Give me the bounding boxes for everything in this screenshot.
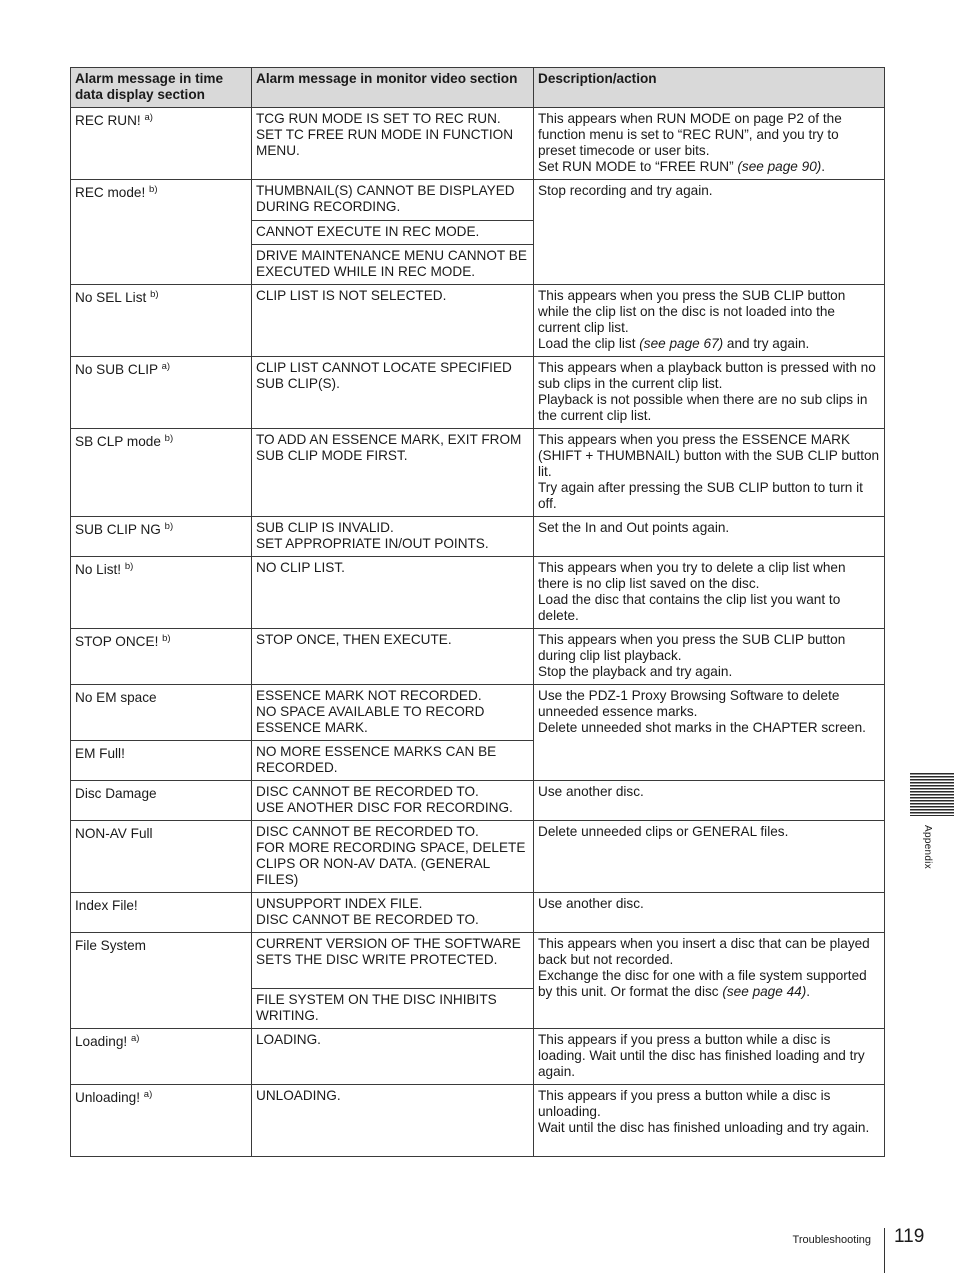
alarm-time-data-cell (71, 517, 252, 557)
table-row (71, 285, 885, 357)
monitor-message-cell: NO MORE ESSENCE MARKS CAN BE RECORDED. (252, 741, 534, 781)
table-row (71, 557, 885, 629)
table-row (71, 893, 885, 933)
alarm-time-data-cell (71, 1029, 252, 1085)
alarm-message: NON-AV Full (75, 826, 153, 841)
description-text: This appears when you try to delete a clip list when there is no clip list saved on the disc. Load the disc that contains the clip list you want to delete. (538, 560, 846, 623)
footnote-marker: a) (130, 1033, 140, 1044)
description-cell (534, 557, 885, 629)
alarm-time-data-cell (71, 180, 252, 285)
description-text: . (806, 984, 811, 999)
monitor-message-cell: THUMBNAIL(S) CANNOT BE DISPLAYED DURING RECORDING. (252, 180, 534, 221)
alarm-time-data-cell (71, 893, 252, 933)
monitor-message-cell: NO CLIP LIST. (252, 557, 534, 629)
alarm-message: No EM space (75, 690, 157, 705)
description-text: This appears when RUN MODE on page P2 of the function menu is set to “REC RUN”, and you try to preset timecode or user bits. Set RUN MODE to “FREE RUN” (538, 111, 842, 174)
monitor-message-cell: CANNOT EXECUTE IN REC MODE. (252, 221, 534, 245)
alarm-message-table (70, 67, 885, 1157)
description-cell (534, 821, 885, 893)
footnote-marker: b) (164, 433, 174, 444)
alarm-message: Unloading! (75, 1090, 140, 1105)
table-row (71, 180, 885, 221)
table-header-row (71, 68, 885, 108)
description-cell (534, 629, 885, 685)
description-text: Use another disc. (538, 896, 644, 911)
alarm-message: Disc Damage (75, 786, 157, 801)
description-text: Stop recording and try again. (538, 183, 713, 198)
monitor-message-cell: TO ADD AN ESSENCE MARK, EXIT FROM SUB CLIP MODE FIRST. (252, 429, 534, 517)
monitor-message-cell: DISC CANNOT BE RECORDED TO. USE ANOTHER DISC FOR RECORDING. (252, 781, 534, 821)
description-text: This appears when you press the SUB CLIP button during clip list playback. Stop the playback and try again. (538, 632, 846, 679)
alarm-message: REC mode! (75, 185, 146, 200)
alarm-message: SB CLP mode (75, 434, 161, 449)
page-reference: (see page 90) (737, 159, 822, 174)
alarm-message: SUB CLIP NG (75, 522, 161, 537)
footer-section-name: Troubleshooting (792, 1234, 871, 1246)
description-cell (534, 517, 885, 557)
monitor-message-cell: UNLOADING. (252, 1085, 534, 1157)
alarm-time-data-cell (71, 557, 252, 629)
alarm-time-data-cell (71, 357, 252, 429)
description-text: . (821, 159, 826, 174)
alarm-message: File System (75, 938, 147, 953)
description-text: Set the In and Out points again. (538, 520, 730, 535)
description-text: This appears when you press the SUB CLIP button while the clip list on the disc is not loaded into the current clip list. Load the clip list (538, 288, 846, 351)
table-row (71, 821, 885, 893)
description-cell (534, 781, 885, 821)
alarm-time-data-cell (71, 108, 252, 180)
monitor-message-cell: CURRENT VERSION OF THE SOFTWARE SETS THE DISC WRITE PROTECTED. (252, 933, 534, 989)
column-header-description: Description/action (534, 68, 885, 108)
description-text: This appears when a playback button is pressed with no sub clips in the current clip list. Playback is not possible when there are no sub clips in the current clip list. (538, 360, 876, 423)
alarm-time-data-cell (71, 429, 252, 517)
alarm-message: No SUB CLIP (75, 362, 158, 377)
description-cell (534, 357, 885, 429)
description-cell (534, 285, 885, 357)
description-text: Delete unneeded clips or GENERAL files. (538, 824, 789, 839)
footnote-marker: b) (164, 521, 174, 532)
alarm-time-data-cell (71, 629, 252, 685)
table-row (71, 108, 885, 180)
monitor-message-cell: LOADING. (252, 1029, 534, 1085)
section-tab-label: Appendix (922, 825, 933, 870)
alarm-message: EM Full! (75, 746, 125, 761)
description-text: This appears when you press the ESSENCE MARK (SHIFT + THUMBNAIL) button with the SUB CLIP button lit. Try again after pressing the SUB CLIP button to turn it off. (538, 432, 880, 511)
monitor-message-cell: DRIVE MAINTENANCE MENU CANNOT BE EXECUTED WHILE IN REC MODE. (252, 245, 534, 285)
table-row (71, 629, 885, 685)
alarm-message: STOP ONCE! (75, 634, 159, 649)
alarm-time-data-cell (71, 821, 252, 893)
section-tab-marker (910, 773, 954, 816)
description-cell (534, 933, 885, 1029)
alarm-time-data-cell (71, 933, 252, 1029)
alarm-time-data-cell (71, 1085, 252, 1157)
alarm-message: No SEL List (75, 290, 147, 305)
table-row (71, 517, 885, 557)
description-cell (534, 893, 885, 933)
alarm-time-data-cell (71, 741, 252, 781)
footer-divider (884, 1228, 885, 1273)
column-header-monitor-video: Alarm message in monitor video section (252, 68, 534, 108)
table-row (71, 1029, 885, 1085)
column-header-time-data: Alarm message in time data display section (71, 68, 252, 108)
table-row (71, 685, 885, 741)
monitor-message-cell: CLIP LIST IS NOT SELECTED. (252, 285, 534, 357)
table-row (71, 1085, 885, 1157)
table-row (71, 933, 885, 989)
monitor-message-cell: CLIP LIST CANNOT LOCATE SPECIFIED SUB CLIP(S). (252, 357, 534, 429)
monitor-message-cell: DISC CANNOT BE RECORDED TO. FOR MORE RECORDING SPACE, DELETE CLIPS OR NON-AV DATA. (GENERAL FILES) (252, 821, 534, 893)
alarm-message: Index File! (75, 898, 138, 913)
footnote-marker: b) (150, 289, 159, 300)
table-body (71, 108, 885, 1157)
page-reference: (see page 44) (722, 984, 807, 999)
alarm-message: No List! (75, 562, 122, 577)
description-text: and try again. (723, 336, 810, 351)
description-text: Use another disc. (538, 784, 644, 799)
table-row (71, 781, 885, 821)
alarm-time-data-cell (71, 685, 252, 741)
alarm-message: REC RUN! (75, 113, 141, 128)
description-text: This appears if you press a button while a disc is loading. Wait until the disc has finished loading and try again. (538, 1032, 865, 1079)
description-cell (534, 180, 885, 285)
footnote-marker: b) (162, 633, 171, 644)
footnote-marker: b) (149, 184, 158, 195)
description-text: This appears when you insert a disc that can be played back but not recorded. Exchange the disc for one with a file system supported by this unit. Or format the disc (538, 936, 870, 999)
footnote-marker: a) (144, 112, 153, 123)
description-cell (534, 429, 885, 517)
description-cell (534, 108, 885, 180)
table-row (71, 429, 885, 517)
footnote-marker: a) (143, 1089, 153, 1100)
description-cell (534, 685, 885, 781)
alarm-message: Loading! (75, 1034, 128, 1049)
alarm-time-data-cell (71, 781, 252, 821)
monitor-message-cell: SUB CLIP IS INVALID. SET APPROPRIATE IN/OUT POINTS. (252, 517, 534, 557)
footnote-marker: b) (124, 561, 134, 572)
description-cell (534, 1029, 885, 1085)
monitor-message-cell: UNSUPPORT INDEX FILE. DISC CANNOT BE RECORDED TO. (252, 893, 534, 933)
footnote-marker: a) (161, 361, 171, 372)
monitor-message-cell: ESSENCE MARK NOT RECORDED. NO SPACE AVAILABLE TO RECORD ESSENCE MARK. (252, 685, 534, 741)
monitor-message-cell: TCG RUN MODE IS SET TO REC RUN. SET TC FREE RUN MODE IN FUNCTION MENU. (252, 108, 534, 180)
description-text: This appears if you press a button while a disc is unloading. Wait until the disc has finished unloading and try again. (538, 1088, 870, 1135)
table-row (71, 357, 885, 429)
monitor-message-cell: FILE SYSTEM ON THE DISC INHIBITS WRITING. (252, 989, 534, 1029)
monitor-message-cell: STOP ONCE, THEN EXECUTE. (252, 629, 534, 685)
description-cell (534, 1085, 885, 1157)
description-text: Use the PDZ-1 Proxy Browsing Software to delete unneeded essence marks. Delete unneeded shot marks in the CHAPTER screen. (538, 688, 866, 735)
alarm-time-data-cell (71, 285, 252, 357)
page-number: 119 (894, 1226, 925, 1247)
page-reference: (see page 67) (639, 336, 724, 351)
